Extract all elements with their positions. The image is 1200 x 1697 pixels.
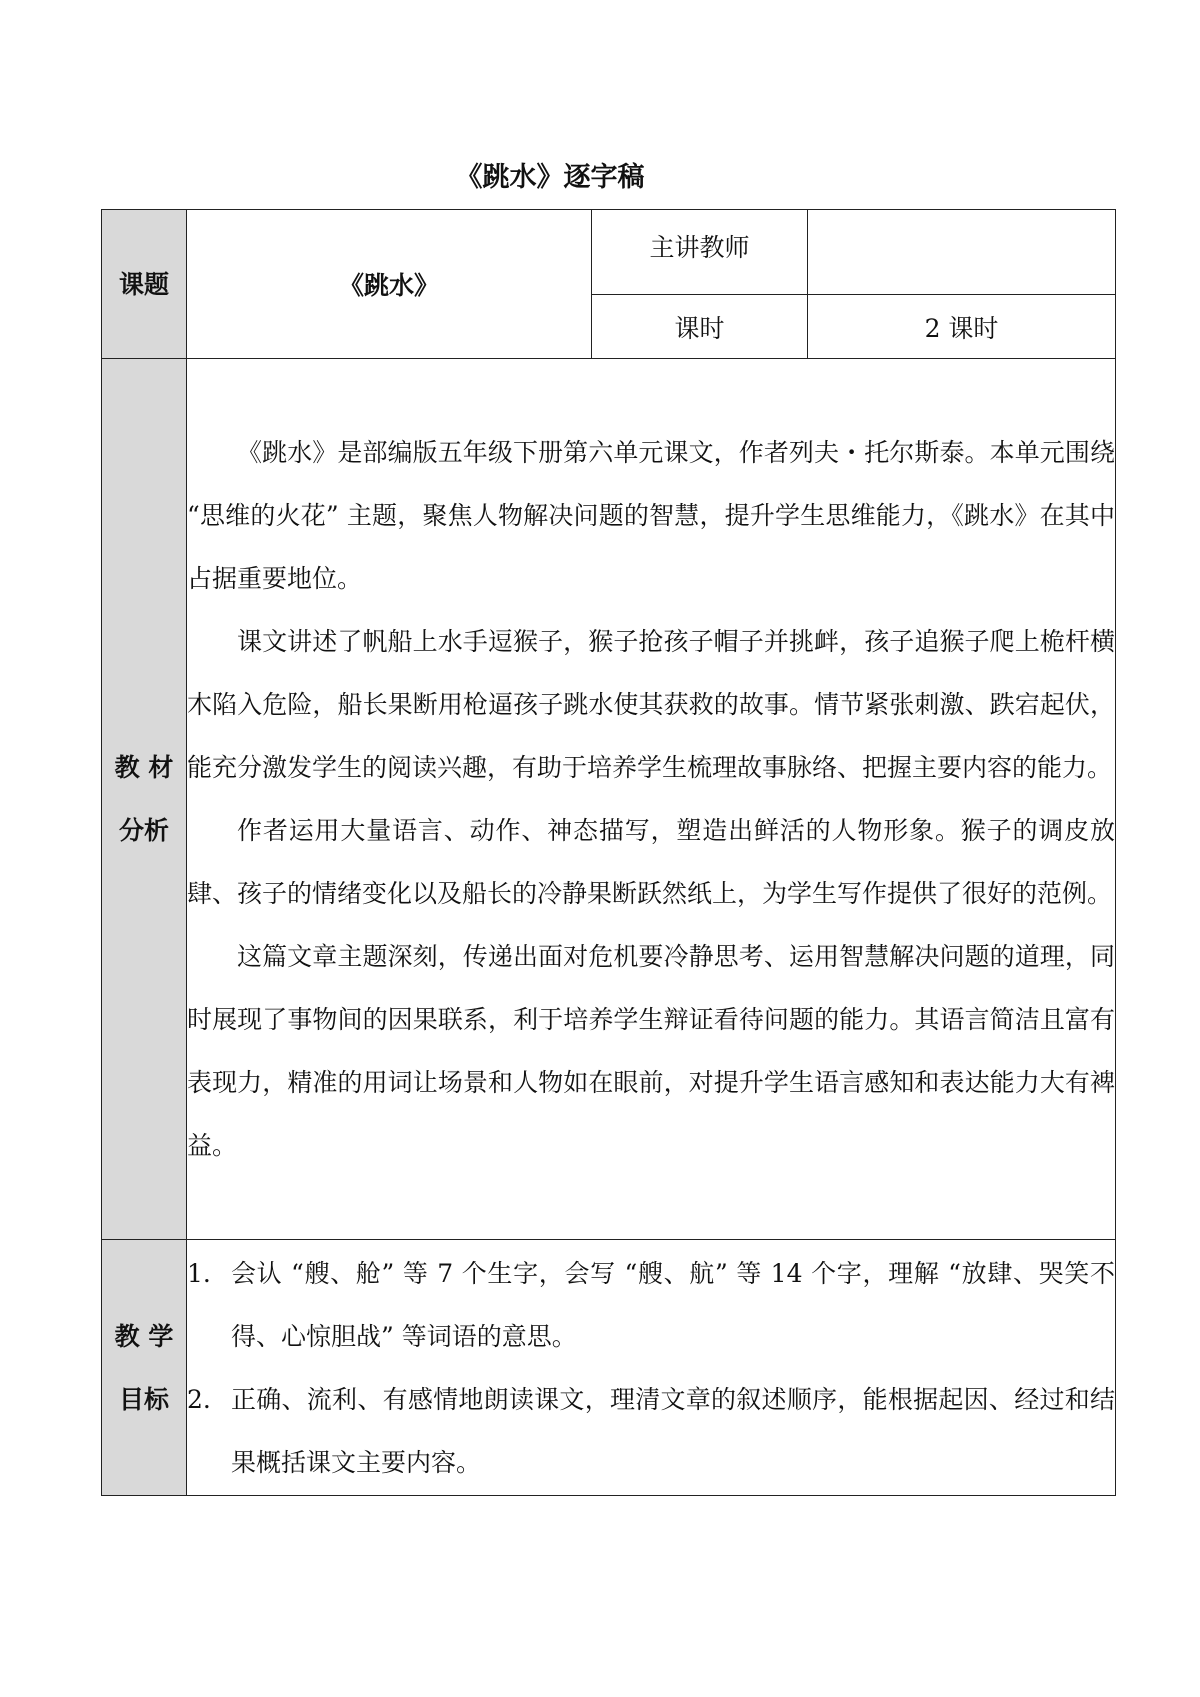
hours-label-cell <box>592 295 808 359</box>
goals-label-cell <box>102 1240 187 1496</box>
goals-row <box>102 1240 1116 1496</box>
hours-value-cell <box>808 295 1116 359</box>
goal-number: 1. <box>187 1258 211 1288</box>
page-title: 《跳水》逐字稿 <box>455 162 645 193</box>
goals-content <box>187 1240 1116 1496</box>
goal-item <box>187 1242 1115 1368</box>
analysis-paragraph: 作者运用大量语言、动作、神态描写，塑造出鲜活的人物形象。猴子的调皮放肆、孩子的情绪变化以及船长的冷静果断跃然纸上，为学生写作提供了很好的范例。 <box>187 816 1115 908</box>
lesson-plan-table <box>101 209 1116 1496</box>
analysis-paragraph: 这篇文章主题深刻，传递出面对危机要冷静思考、运用智慧解决问题的道理，同时展现了事物间的因果联系，利于培养学生辩证看待问题的能力。其语言简洁且富有表现力，精准的用词让场景和人物如在眼前，对提升学生语言感知和表达能力大有裨益。 <box>187 942 1115 1160</box>
teacher-value-cell <box>808 210 1116 295</box>
analysis-label-line1: 教 材 <box>114 753 174 782</box>
topic-label: 课题 <box>118 269 169 299</box>
goal-text: 正确、流利、有感情地朗读课文，理清文章的叙述顺序，能根据起因、经过和结果概括课文主要内容。 <box>231 1384 1115 1477</box>
goals-label-line2: 目标 <box>118 1384 169 1414</box>
analysis-row <box>102 359 1116 1240</box>
topic-label-cell <box>102 210 187 359</box>
goal-item <box>187 1368 1115 1494</box>
topic-value-cell <box>187 210 592 359</box>
analysis-paragraph: 《跳水》是部编版五年级下册第六单元课文，作者列夫・托尔斯泰。本单元围绕 “思维的火花” 主题，聚焦人物解决问题的智慧，提升学生思维能力，《跳水》在其中占据重要地位。 <box>187 438 1115 593</box>
goals-label-line1: 教 学 <box>114 1321 174 1351</box>
topic-row-teacher <box>102 210 1116 295</box>
goal-number: 2. <box>187 1384 211 1414</box>
topic-value: 《跳水》 <box>338 271 439 300</box>
analysis-label-cell <box>102 359 187 1240</box>
teacher-label-cell <box>592 210 808 295</box>
analysis-label-line2: 分析 <box>118 816 169 845</box>
analysis-paragraph: 课文讲述了帆船上水手逗猴子，猴子抢孩子帽子并挑衅，孩子追猴子爬上桅杆横木陷入危险，船长果断用枪逼孩子跳水使其获救的故事。情节紧张刺激、跌宕起伏，能充分激发学生的阅读兴趣，有助于培养学生梳理故事脉络、把握主要内容的能力。 <box>187 627 1115 782</box>
hours-value: 2 课时 <box>924 313 999 343</box>
goal-text: 会认 “艘、舱” 等 7 个生字，会写 “艘、航” 等 14 个字，理解 “放肆、哭笑不得、心惊胆战” 等词语的意思。 <box>231 1258 1115 1351</box>
hours-label: 课时 <box>674 313 725 343</box>
analysis-content <box>187 359 1116 1240</box>
teacher-label: 主讲教师 <box>649 233 750 262</box>
